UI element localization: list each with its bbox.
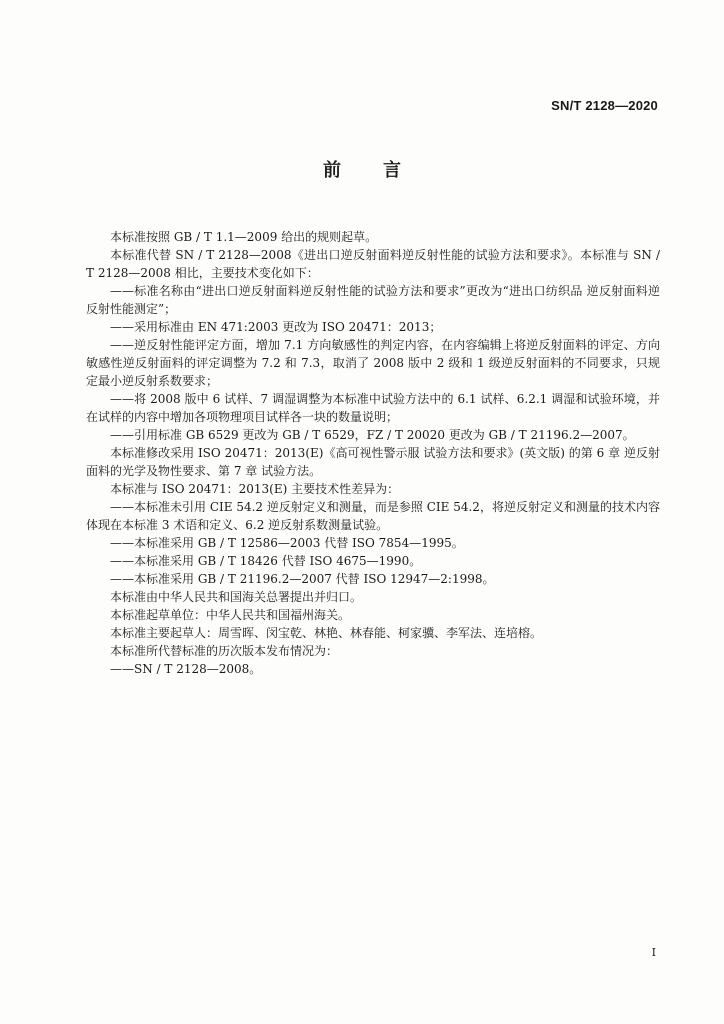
change-item-normative-references: ——引用标准 GB 6529 更改为 GB / T 6529，FZ / T 20020 更改为 GB / T 21196.2—2007。 (110, 428, 635, 442)
paragraph-proposed-by: 本标准由中华人民共和国海关总署提出并归口。 (110, 590, 363, 604)
paragraph-modified-adoption: 本标准修改采用 ISO 20471：2013(E)《高可视性警示服 试验方法和要求》(英文版) 的第 6 章 逆反射面料的光学及物性要求、第 7 章 试验方法。 (86, 446, 660, 478)
change-item-evaluation: ——逆反射性能评定方面，增加 7.1 方向敏感性的判定内容，在内容编辑上将逆反射面料的评定、方向敏感性逆反射面料的评定调整为 7.2 和 7.3，取消了 2008 版中 2 级和 1 级逆反射面料的不同要求，只规定最小逆反射系数要求； (86, 338, 660, 388)
difference-item-gbt18426: ——本标准采用 GB / T 18426 代替 ISO 4675—1990。 (110, 554, 422, 568)
paragraph-drafting-unit: 本标准起草单位：中华人民共和国福州海关。 (110, 608, 351, 622)
history-item: ——SN / T 2128—2008。 (110, 662, 262, 676)
paragraph-replaces: 本标准代替 SN / T 2128—2008《进出口逆反射面料逆反射性能的试验方法和要求》。本标准与 SN / T 2128—2008 相比，主要技术变化如下： (86, 248, 660, 280)
page-number: I (651, 946, 656, 959)
paragraph-drafters: 本标准主要起草人：周雪晖、闵宝乾、林艳、林春能、柯家骥、李军法、连培榕。 (110, 626, 543, 640)
foreword-body (86, 228, 660, 678)
paragraph-technical-differences: 本标准与 ISO 20471：2013(E) 主要技术性差异为： (110, 482, 400, 496)
paragraph-drafting-rules: 本标准按照 GB / T 1.1—2009 给出的规则起草。 (110, 230, 378, 244)
change-item-title: ——标准名称由“进出口逆反射面料逆反射性能的试验方法和要求”更改为“进出口纺织品 逆反射面料逆反射性能测定”； (86, 284, 660, 316)
difference-item-gbt21196: ——本标准采用 GB / T 21196.2—2007 代替 ISO 12947—2:1998。 (110, 572, 495, 586)
standard-number: SN/T 2128—2020 (551, 98, 658, 113)
change-item-reference-standard: ——采用标准由 EN 471:2003 更改为 ISO 20471：2013； (110, 320, 442, 334)
difference-item-gbt12586: ——本标准采用 GB / T 12586—2003 代替 ISO 7854—1995。 (110, 536, 464, 550)
difference-item-cie: ——本标准未引用 CIE 54.2 逆反射定义和测量，而是参照 CIE 54.2，将逆反射定义和测量的技术内容体现在本标准 3 术语和定义、6.2 逆反射系数测量试验。 (86, 500, 660, 532)
paragraph-history: 本标准所代替标准的历次版本发布情况为： (110, 644, 339, 658)
page-title: 前言 (323, 160, 443, 181)
change-item-specimen: ——将 2008 版中 6 试样、7 调湿调整为本标准中试验方法中的 6.1 试样、6.2.1 调湿和试验环境，并在试样的内容中增加各项物理项目试样各一块的数量说明； (86, 392, 660, 424)
